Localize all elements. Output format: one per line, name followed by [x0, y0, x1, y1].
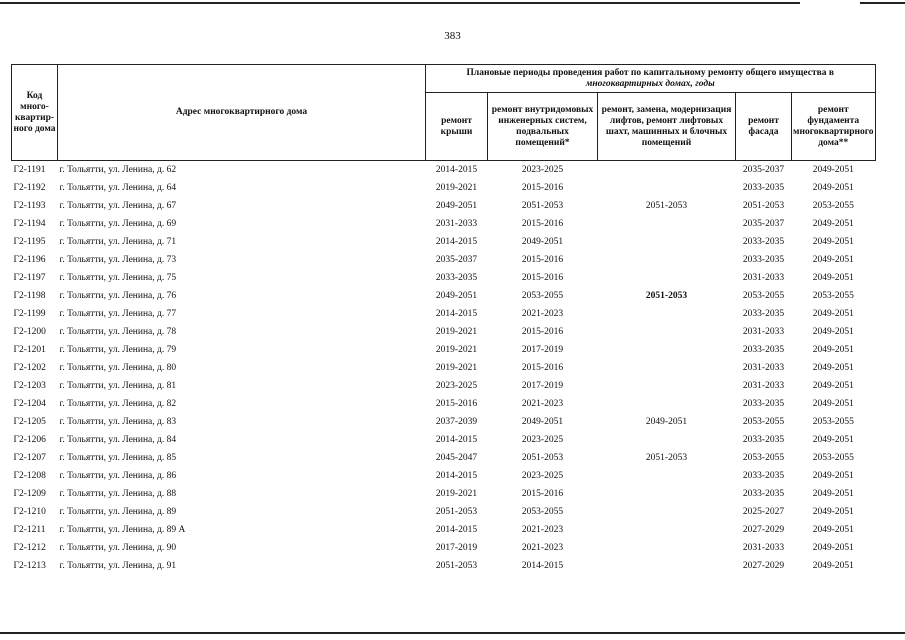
cell-roof: 2049-2051	[435, 291, 478, 301]
cell-systems: 2015-2016	[521, 219, 564, 229]
cell-facade: 2031-2033	[742, 363, 785, 373]
cell-facade: 2033-2035	[742, 345, 785, 355]
cell-code: Г2-1202	[13, 363, 46, 373]
table-row	[12, 431, 876, 449]
cell-code: Г2-1198	[13, 291, 46, 301]
top-border-line	[0, 2, 905, 4]
cell-code: Г2-1205	[13, 417, 46, 427]
cell-facade: 2031-2033	[742, 381, 785, 391]
cell-systems: 2049-2051	[521, 417, 564, 427]
cell-systems: 2014-2015	[521, 561, 564, 571]
cell-systems: 2021-2023	[521, 309, 564, 319]
cell-systems: 2023-2025	[521, 165, 564, 175]
table-row	[12, 557, 876, 575]
table-row	[12, 161, 876, 180]
cell-foundation: 2049-2051	[812, 489, 854, 499]
cell-facade: 2053-2055	[742, 417, 785, 427]
cell-roof: 2014-2015	[435, 471, 478, 481]
cell-foundation: 2049-2051	[812, 345, 854, 355]
cell-roof: 2049-2051	[435, 201, 478, 211]
cell-code: Г2-1197	[13, 273, 46, 283]
cell-address: г. Тольятти, ул. Ленина, д. 64	[59, 183, 177, 193]
cell-systems: 2015-2016	[521, 273, 564, 283]
cell-roof: 2037-2039	[435, 417, 478, 427]
cell-address: г. Тольятти, ул. Ленина, д. 82	[59, 399, 177, 409]
cell-code: Г2-1195	[13, 237, 46, 247]
table-row	[12, 341, 876, 359]
cell-lifts	[598, 395, 736, 413]
cell-roof: 2051-2053	[435, 507, 478, 517]
cell-code: Г2-1196	[13, 255, 46, 265]
table-row	[12, 449, 876, 467]
cell-address: г. Тольятти, ул. Ленина, д. 85	[59, 453, 177, 463]
cell-address: г. Тольятти, ул. Ленина, д. 91	[59, 561, 177, 571]
table-row	[12, 251, 876, 269]
cell-code: Г2-1204	[13, 399, 46, 409]
header-roof: ремонт крыши	[426, 93, 488, 161]
page-number: 383	[444, 30, 461, 42]
header-foundation: ремонт фундамента многоквартирного дома**	[792, 93, 876, 161]
cell-roof: 2014-2015	[435, 435, 478, 445]
header-facade: ремонт фасада	[736, 93, 792, 161]
cell-facade: 2051-2053	[742, 201, 785, 211]
cell-address: г. Тольятти, ул. Ленина, д. 88	[59, 489, 177, 499]
cell-facade: 2033-2035	[742, 399, 785, 409]
cell-code: Г2-1200	[13, 327, 46, 337]
cell-code: Г2-1193	[13, 201, 46, 211]
cell-lifts	[598, 179, 736, 197]
cell-foundation: 2049-2051	[812, 183, 854, 193]
cell-foundation: 2049-2051	[812, 237, 854, 247]
cell-roof: 2019-2021	[435, 183, 478, 193]
header-lifts: ремонт, замена, модернизация лифтов, ремонт лифтовых шахт, машинных и блочных помещений	[598, 93, 736, 161]
cell-facade: 2031-2033	[742, 543, 785, 553]
table-row	[12, 269, 876, 287]
cell-address: г. Тольятти, ул. Ленина, д. 62	[59, 165, 177, 175]
cell-roof: 2019-2021	[435, 327, 478, 337]
cell-facade: 2053-2055	[742, 291, 785, 301]
cell-address: г. Тольятти, ул. Ленина, д. 89 А	[59, 525, 186, 535]
cell-foundation: 2049-2051	[812, 561, 854, 571]
cell-facade: 2031-2033	[742, 273, 785, 283]
cell-roof: 2045-2047	[435, 453, 478, 463]
header-planned-periods	[426, 65, 876, 93]
table-row	[12, 323, 876, 341]
cell-foundation: 2053-2055	[812, 201, 854, 211]
cell-address: г. Тольятти, ул. Ленина, д. 71	[59, 237, 177, 247]
table-row	[12, 395, 876, 413]
cell-address: г. Тольятти, ул. Ленина, д. 79	[59, 345, 177, 355]
cell-address: г. Тольятти, ул. Ленина, д. 67	[59, 201, 177, 211]
cell-code: Г2-1199	[13, 309, 46, 319]
cell-roof: 2019-2021	[435, 363, 478, 373]
cell-roof: 2014-2015	[435, 165, 478, 175]
table-row	[12, 521, 876, 539]
cell-lifts	[598, 323, 736, 341]
cell-address: г. Тольятти, ул. Ленина, д. 84	[59, 435, 177, 445]
cell-code: Г2-1211	[13, 525, 46, 535]
cell-address: г. Тольятти, ул. Ленина, д. 77	[59, 309, 177, 319]
cell-systems: 2023-2025	[521, 435, 564, 445]
cell-foundation: 2053-2055	[812, 453, 854, 463]
cell-lifts: 2051-2053	[645, 291, 688, 301]
cell-code: Г2-1191	[13, 165, 46, 175]
cell-lifts	[598, 251, 736, 269]
cell-code: Г2-1201	[13, 345, 46, 355]
cell-address: г. Тольятти, ул. Ленина, д. 80	[59, 363, 177, 373]
cell-code: Г2-1208	[13, 471, 46, 481]
cell-systems: 2017-2019	[521, 345, 564, 355]
table-row	[12, 503, 876, 521]
cell-systems: 2053-2055	[521, 507, 564, 517]
header-engineering-systems: ремонт внутридомовых инженерных систем, подвальных помещений*	[488, 93, 598, 161]
table-row	[12, 215, 876, 233]
header-periods-line1: Плановые периоды проведения работ по капитальному ремонту общего имущества в	[466, 67, 835, 78]
cell-systems: 2049-2051	[521, 237, 564, 247]
cell-address: г. Тольятти, ул. Ленина, д. 75	[59, 273, 177, 283]
cell-systems: 2053-2055	[521, 291, 564, 301]
cell-foundation: 2049-2051	[812, 219, 854, 229]
table-row	[12, 413, 876, 431]
table-row	[12, 197, 876, 215]
cell-foundation: 2049-2051	[812, 435, 854, 445]
cell-roof: 2051-2053	[435, 561, 478, 571]
cell-roof: 2033-2035	[435, 273, 478, 283]
cell-foundation: 2049-2051	[812, 255, 854, 265]
cell-lifts	[598, 503, 736, 521]
cell-systems: 2021-2023	[521, 543, 564, 553]
cell-facade: 2033-2035	[742, 255, 785, 265]
cell-lifts	[598, 269, 736, 287]
cell-facade: 2025-2027	[742, 507, 785, 517]
cell-lifts: 2051-2053	[645, 201, 688, 211]
cell-address: г. Тольятти, ул. Ленина, д. 69	[59, 219, 177, 229]
cell-lifts	[598, 557, 736, 575]
table-row	[12, 485, 876, 503]
cell-roof: 2019-2021	[435, 489, 478, 499]
cell-foundation: 2053-2055	[812, 291, 854, 301]
cell-roof: 2017-2019	[435, 543, 478, 553]
table-row	[12, 305, 876, 323]
cell-foundation: 2053-2055	[812, 417, 854, 427]
cell-roof: 2015-2016	[435, 399, 478, 409]
header-code: Код много-квартир-ного дома	[12, 65, 58, 161]
table-row	[12, 539, 876, 557]
cell-code: Г2-1206	[13, 435, 46, 445]
cell-roof: 2014-2015	[435, 309, 478, 319]
cell-systems: 2015-2016	[521, 489, 564, 499]
cell-foundation: 2049-2051	[812, 543, 854, 553]
cell-foundation: 2049-2051	[812, 399, 854, 409]
table-row	[12, 359, 876, 377]
cell-address: г. Тольятти, ул. Ленина, д. 89	[59, 507, 177, 517]
cell-foundation: 2049-2051	[812, 471, 854, 481]
cell-lifts	[598, 161, 736, 180]
cell-roof: 2035-2037	[435, 255, 478, 265]
cell-code: Г2-1210	[13, 507, 46, 517]
cell-code: Г2-1194	[13, 219, 46, 229]
table-row	[12, 287, 876, 305]
cell-lifts: 2049-2051	[645, 417, 688, 427]
cell-lifts: 2051-2053	[645, 453, 688, 463]
cell-foundation: 2049-2051	[812, 525, 854, 535]
cell-foundation: 2049-2051	[812, 165, 854, 175]
cell-address: г. Тольятти, ул. Ленина, д. 86	[59, 471, 177, 481]
cell-systems: 2015-2016	[521, 363, 564, 373]
cell-systems: 2015-2016	[521, 255, 564, 265]
header-address: Адрес многоквартирного дома	[58, 65, 426, 161]
cell-lifts	[598, 215, 736, 233]
cell-lifts	[598, 431, 736, 449]
cell-systems: 2021-2023	[521, 525, 564, 535]
table-row	[12, 377, 876, 395]
cell-foundation: 2049-2051	[812, 309, 854, 319]
cell-roof: 2019-2021	[435, 345, 478, 355]
table-row	[12, 467, 876, 485]
cell-lifts	[598, 341, 736, 359]
cell-facade: 2035-2037	[742, 165, 785, 175]
cell-address: г. Тольятти, ул. Ленина, д. 76	[59, 291, 177, 301]
cell-facade: 2033-2035	[742, 237, 785, 247]
header-periods-line2: многоквартирных домах, годы	[585, 78, 715, 89]
cell-roof: 2014-2015	[435, 237, 478, 247]
table-row	[12, 233, 876, 251]
cell-facade: 2033-2035	[742, 183, 785, 193]
cell-foundation: 2049-2051	[812, 327, 854, 337]
cell-systems: 2015-2016	[521, 183, 564, 193]
cell-code: Г2-1213	[13, 561, 46, 571]
cell-address: г. Тольятти, ул. Ленина, д. 90	[59, 543, 177, 553]
cell-facade: 2027-2029	[742, 561, 785, 571]
cell-roof: 2031-2033	[435, 219, 478, 229]
cell-facade: 2033-2035	[742, 435, 785, 445]
cell-foundation: 2049-2051	[812, 381, 854, 391]
cell-code: Г2-1192	[13, 183, 46, 193]
cell-code: Г2-1203	[13, 381, 46, 391]
cell-foundation: 2049-2051	[812, 507, 854, 517]
cell-facade: 2053-2055	[742, 453, 785, 463]
cell-systems: 2015-2016	[521, 327, 564, 337]
cell-code: Г2-1209	[13, 489, 46, 499]
cell-systems: 2051-2053	[521, 201, 564, 211]
cell-foundation: 2049-2051	[812, 363, 854, 373]
cell-systems: 2021-2023	[521, 399, 564, 409]
cell-lifts	[598, 485, 736, 503]
cell-facade: 2033-2035	[742, 489, 785, 499]
cell-lifts	[598, 539, 736, 557]
cell-roof: 2023-2025	[435, 381, 478, 391]
cell-systems: 2051-2053	[521, 453, 564, 463]
cell-address: г. Тольятти, ул. Ленина, д. 81	[59, 381, 177, 391]
cell-address: г. Тольятти, ул. Ленина, д. 78	[59, 327, 177, 337]
table-body	[12, 161, 876, 576]
cell-code: Г2-1207	[13, 453, 46, 463]
cell-facade: 2033-2035	[742, 309, 785, 319]
cell-address: г. Тольятти, ул. Ленина, д. 73	[59, 255, 177, 265]
repair-schedule-table	[11, 64, 876, 575]
cell-lifts	[598, 359, 736, 377]
cell-systems: 2023-2025	[521, 471, 564, 481]
cell-systems: 2017-2019	[521, 381, 564, 391]
bottom-border-line	[0, 632, 905, 634]
cell-roof: 2014-2015	[435, 525, 478, 535]
cell-code: Г2-1212	[13, 543, 46, 553]
cell-lifts	[598, 467, 736, 485]
cell-foundation: 2049-2051	[812, 273, 854, 283]
cell-address: г. Тольятти, ул. Ленина, д. 83	[59, 417, 177, 427]
top-border-gap	[800, 1, 860, 6]
cell-facade: 2035-2037	[742, 219, 785, 229]
cell-lifts	[598, 521, 736, 539]
cell-facade: 2031-2033	[742, 327, 785, 337]
cell-facade: 2027-2029	[742, 525, 785, 535]
cell-facade: 2033-2035	[742, 471, 785, 481]
cell-lifts	[598, 377, 736, 395]
cell-lifts	[598, 233, 736, 251]
table-row	[12, 179, 876, 197]
cell-lifts	[598, 305, 736, 323]
